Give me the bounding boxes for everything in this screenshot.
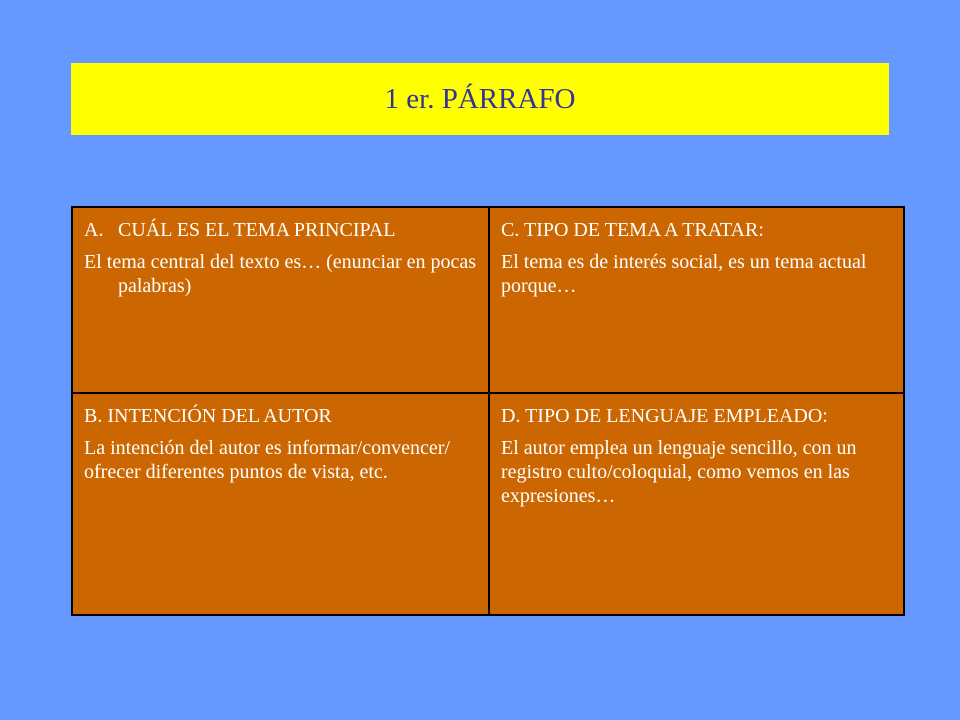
cell-tipo-de-tema: [490, 208, 905, 392]
cell-d-body: El autor emplea un lenguaje sencillo, con un registro culto/coloquial, como vemos en las expresiones…: [501, 437, 857, 507]
cell-tema-principal: [73, 208, 488, 392]
cell-a-body: El tema central del texto es… (enunciar en pocas palabras): [84, 251, 477, 297]
cell-c-body: El tema es de interés social, es un tema actual porque…: [501, 251, 867, 297]
cell-d-heading: D. TIPO DE LENGUAJE EMPLEADO:: [501, 405, 828, 427]
cell-b-body: La intención del autor es informar/convencer/ ofrecer diferentes puntos de vista, etc.: [84, 437, 450, 483]
cell-intencion-autor: [73, 394, 488, 616]
cell-a-heading-row: [84, 218, 478, 242]
cell-a-heading: CUÁL ES EL TEMA PRINCIPAL: [118, 219, 396, 241]
cell-a-marker: A.: [84, 219, 104, 241]
cell-tipo-de-lenguaje: [490, 394, 905, 616]
cell-b-heading: B. INTENCIÓN DEL AUTOR: [84, 405, 332, 427]
content-table: [71, 206, 905, 616]
slide-title: 1 er. PÁRRAFO: [384, 82, 576, 115]
title-banner: [71, 63, 889, 135]
cell-c-heading: C. TIPO DE TEMA A TRATAR:: [501, 219, 764, 241]
